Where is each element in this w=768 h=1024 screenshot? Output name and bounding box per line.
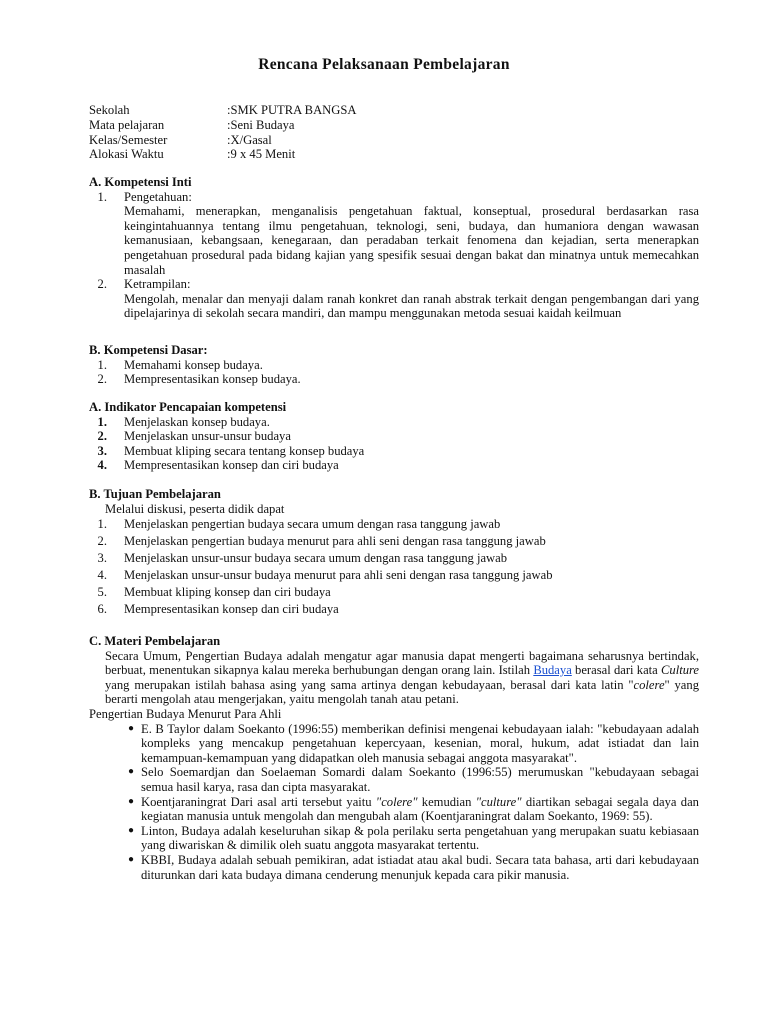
identity-value: X/Gasal: [230, 132, 272, 147]
identity-value: 9 x 45 Menit: [230, 147, 296, 162]
list-item: [89, 516, 699, 533]
bullet-italic: "culture": [475, 794, 522, 809]
list-number: 4.: [97, 458, 107, 473]
list-item: [89, 601, 699, 618]
list-number: 5.: [97, 585, 107, 600]
list-number: 3.: [97, 443, 107, 458]
list-text: Mempresentasikan konsep budaya.: [124, 372, 301, 387]
list-item: [89, 567, 699, 584]
bullet-item: [89, 722, 699, 766]
identity-row: [89, 147, 356, 162]
paragraph-text: Secara Umum, Pengertian Budaya adalah mengatur agar manusia dapat mengerti bagaimana seharusnya bertindak, berbuat, menentukan sikapnya kalau mereka berhubungan dengan orang lain. Istilah: [105, 648, 699, 678]
identity-sep: :: [227, 103, 231, 117]
bullet-icon: ●: [127, 824, 134, 836]
paragraph: Mengolah, menalar dan menyaji dalam ranah konkret dan ranah abstrak terkait dengan pengembangan dari yang dipelajarinya di sekolah secara mandiri, dan mampu menggunakan metoda sesuai kaidah keilmuan: [124, 291, 699, 321]
budaya-link[interactable]: Budaya: [533, 663, 572, 678]
list-item: [89, 444, 699, 459]
list-number: 1.: [97, 189, 107, 204]
list-item: [89, 358, 699, 373]
list-number: 2.: [97, 277, 107, 292]
list-text: Menjelaskan konsep budaya.: [124, 414, 270, 429]
list-text: Menjelaskan unsur-unsur budaya: [124, 429, 291, 444]
identity-key: Kelas/Semester: [89, 132, 168, 147]
list-text: Membuat kliping secara tentang konsep budaya: [124, 443, 365, 458]
list-number: 1.: [97, 414, 107, 429]
identity-row: [89, 103, 356, 118]
identity-row: [89, 118, 356, 133]
list-text: Menjelaskan unsur-unsur budaya secara umum dengan rasa tanggung jawab: [124, 551, 508, 566]
document-title: Rencana Pelaksanaan Pembelajaran: [258, 56, 510, 73]
list-number: 1.: [97, 517, 107, 532]
identity-value: Seni Budaya: [230, 117, 295, 132]
section-heading: B. Kompetensi Dasar:: [89, 343, 208, 357]
section-kompetensi-dasar: [89, 343, 699, 387]
list-text: Menjelaskan pengertian budaya secara umum dengan rasa tanggung jawab: [124, 517, 501, 532]
identity-key: Alokasi Waktu: [89, 147, 164, 162]
list-item: [89, 190, 699, 205]
paragraph: Memahami, menerapkan, menganalisis pengetahuan faktual, konseptual, prosedural berdasarkan rasa keingintahuannya tentang ilmu pengetahuan, teknologi, seni, budaya, dan humaniora dengan wawasan kemanusiaan, kebangsaan, kenegaraan, dan peradaban terkait fenomena dan kejadian, serta menerapkan pengetahuan prosedural pada bidang kajian yang spesifik sesuai dengan bakat dan minatnya untuk memecahkan masalah: [124, 204, 699, 277]
bullet-text-part: kemudian: [417, 794, 476, 809]
list-number: 2.: [97, 534, 107, 549]
bullet-item: [89, 853, 699, 882]
section-intro: Melalui diskusi, peserta didik dapat: [105, 501, 285, 516]
paragraph-text: yang merupakan istilah bahasa asing yang sama artinya dengan kebudayaan, berasal dari kata latin ": [105, 677, 634, 692]
list-item: [89, 277, 699, 292]
section-heading: A. Kompetensi Inti: [89, 175, 192, 189]
bullet-text-part: Koentjaraningrat Dari asal arti tersebut yaitu: [141, 794, 376, 809]
list-text: Mempresentasikan konsep dan ciri budaya: [124, 602, 339, 617]
list-number: 2.: [97, 372, 107, 387]
paragraph: [105, 649, 699, 707]
bullet-item: [89, 795, 699, 824]
list-item: [89, 415, 699, 430]
bullet-text-part: diartikan sebagai segala daya dan kegiatan manusia untuk mengolah dan mengubah alam (Koentjaraningrat dalam Soekanto, 1969: 55).: [141, 794, 699, 824]
section-kompetensi-inti: [89, 175, 699, 321]
subheading: Pengertian Budaya Menurut Para Ahli: [89, 706, 282, 721]
bullet-text: E. B Taylor dalam Soekanto (1996:55) memberikan definisi mengenai kebudayaan ialah: "kebudayaan adalah kompleks yang mencakup pengetahuan kepercyaan, kesenian, moral, hukum, adat istiadat dan lain kemampuan-kemampuan yang didapatkan oleh manusia sebagai anggota masyarakat".: [141, 721, 699, 765]
list-item: [89, 458, 699, 473]
bullet-text: Linton, Budaya adalah keseluruhan sikap & pola perilaku serta pengetahuan yang merupakan suatu kebiasaan yang diwariskan & dimilik oleh suatu anggota masyarakat tertentu.: [141, 823, 699, 853]
paragraph-italic: Culture: [661, 663, 700, 678]
section-tujuan: [89, 487, 699, 618]
list-number: 2.: [97, 429, 107, 444]
bullet-icon: ●: [127, 795, 134, 807]
list-number: 1.: [97, 357, 107, 372]
paragraph-text: " yang berarti mengolah atau mengerjakan, yaitu mengolah tanah atau petani.: [105, 677, 699, 707]
list-item: [89, 584, 699, 601]
list-item: [89, 533, 699, 550]
identity-value: SMK PUTRA BANGSA: [230, 103, 357, 117]
bullet-item: [89, 824, 699, 853]
identity-key: Mata pelajaran: [89, 117, 165, 132]
bullet-item: [89, 765, 699, 794]
list-item: [89, 429, 699, 444]
list-text: Membuat kliping konsep dan ciri budaya: [124, 585, 331, 600]
list-number: 4.: [97, 568, 107, 583]
list-text: Memahami konsep budaya.: [124, 357, 263, 372]
bullet-icon: ●: [127, 766, 134, 778]
bullet-text: Selo Soemardjan dan Soelaeman Somardi dalam Soekanto (1996:55) merumuskan "kebudayaan sebagai semua hasil karya, rasa dan cipta masyarakat.: [141, 765, 699, 794]
section-materi: [89, 634, 699, 882]
identity-block: [89, 103, 356, 162]
bullet-italic: "colere": [375, 794, 418, 809]
identity-row: [89, 133, 356, 148]
list-text: Menjelaskan pengertian budaya menurut para ahli seni dengan rasa tanggung jawab: [124, 534, 546, 549]
section-heading: C. Materi Pembelajaran: [89, 634, 221, 648]
identity-sep: :: [227, 117, 231, 132]
bullet-text: [141, 795, 699, 824]
section-heading: B. Tujuan Pembelajaran: [89, 487, 221, 501]
list-text: Mempresentasikan konsep dan ciri budaya: [124, 458, 339, 473]
bullet-text: KBBI, Budaya adalah sebuah pemikiran, adat istiadat atau akal budi. Secara tata bahasa, arti dari kebudayaan diturunkan dari kata budaya dimana cenderung menunjuk kepada cara pikir manusia.: [141, 852, 699, 882]
section-heading: A. Indikator Pencapaian kompetensi: [89, 400, 287, 414]
identity-sep: :: [227, 132, 231, 147]
list-text: Pengetahuan:: [124, 189, 192, 204]
section-indikator: [89, 400, 699, 473]
list-number: 6.: [97, 602, 107, 617]
list-item: [89, 550, 699, 567]
identity-sep: :: [227, 147, 231, 162]
bullet-icon: ●: [127, 853, 134, 865]
paragraph-text: berasal dari kata: [571, 663, 661, 678]
bullet-icon: ●: [127, 722, 134, 734]
list-number: 3.: [97, 551, 107, 566]
paragraph-italic: colere: [633, 677, 665, 692]
list-text: Menjelaskan unsur-unsur budaya menurut para ahli seni dengan rasa tanggung jawab: [124, 568, 553, 583]
list-item: [89, 372, 699, 387]
list-text: Ketrampilan:: [124, 277, 191, 292]
identity-key: Sekolah: [89, 103, 130, 117]
